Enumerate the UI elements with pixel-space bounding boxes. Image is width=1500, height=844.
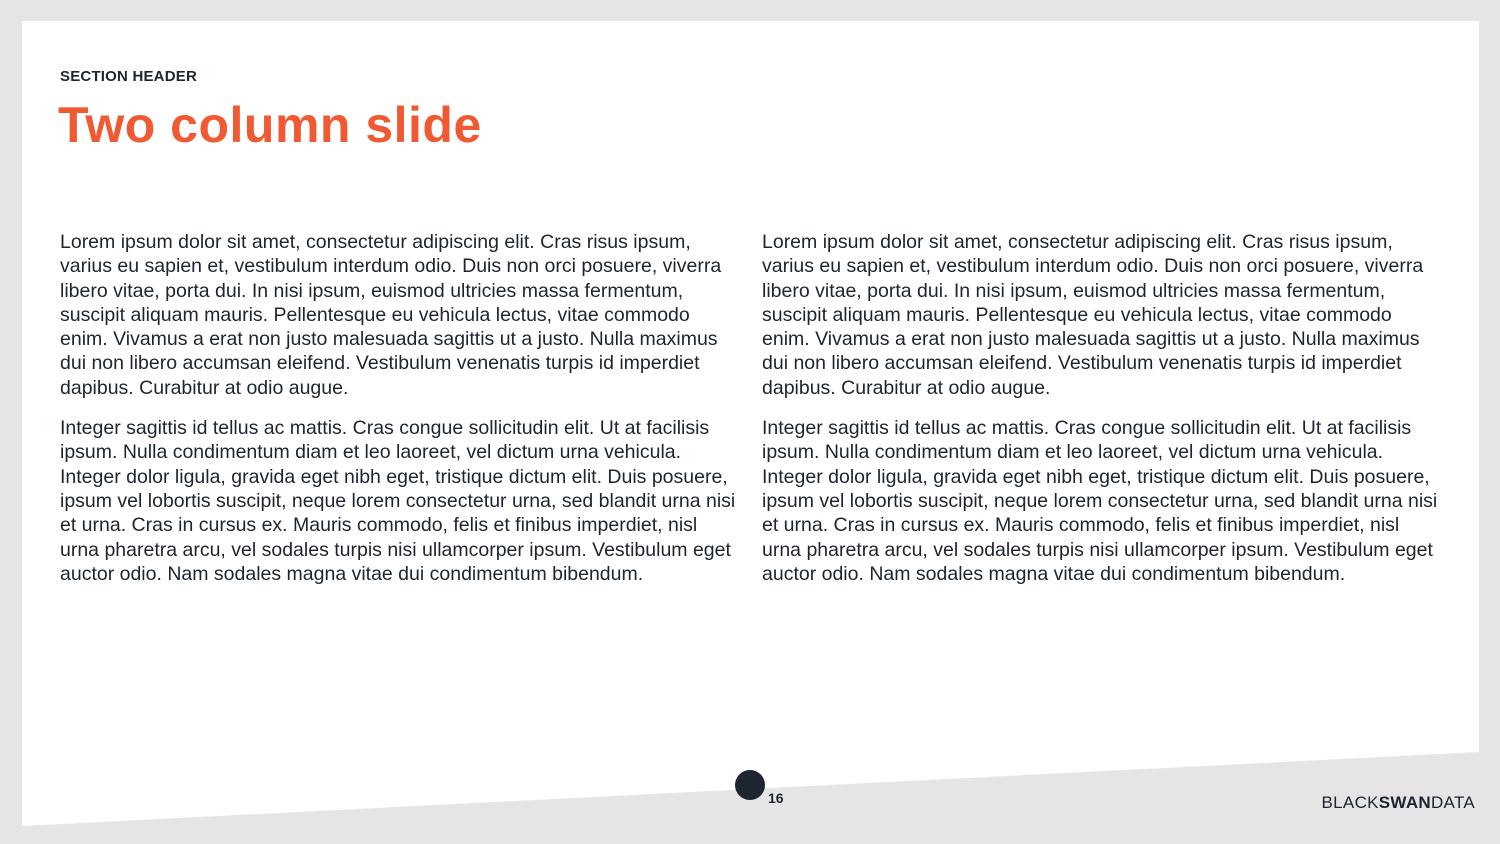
brand-part-data: DATA <box>1430 793 1475 812</box>
brand-part-swan: SWAN <box>1378 793 1431 812</box>
section-header: SECTION HEADER <box>60 68 197 85</box>
right-paragraph-2: Integer sagittis id tellus ac mattis. Cras congue sollicitudin elit. Ut at facilisis ipsum. Nulla condimentum diam et leo laoreet, vel dictum urna vehicula. Integer dolor ligula, gravida eget nibh eget, tristique dictum elit. Duis posuere, ipsum vel lobortis suscipit, neque lorem consectetur urna, sed blandit urna nisi et urna. Cras in cursus ex. Mauris commodo, felis et finibus imperdiet, nisl urna pharetra arcu, vel sodales turpis nisi ullamcorper ipsum. Vestibulum eget auctor odio. Nam sodales magna vitae dui condimentum bibendum. <box>762 417 1438 585</box>
brand-part-black: BLACK <box>1321 793 1379 812</box>
brand-logo <box>1322 793 1475 813</box>
left-paragraph-2: Integer sagittis id tellus ac mattis. Cras congue sollicitudin elit. Ut at facilisis ipsum. Nulla condimentum diam et leo laoreet, vel dictum urna vehicula. Integer dolor ligula, gravida eget nibh eget, tristique dictum elit. Duis posuere, ipsum vel lobortis suscipit, neque lorem consectetur urna, sed blandit urna nisi et urna. Cras in cursus ex. Mauris commodo, felis et finibus imperdiet, nisl urna pharetra arcu, vel sodales turpis nisi ullamcorper ipsum. Vestibulum eget auctor odio. Nam sodales magna vitae dui condimentum bibendum. <box>60 417 736 585</box>
left-paragraph-1: Lorem ipsum dolor sit amet, consectetur adipiscing elit. Cras risus ipsum, varius eu sapien et, vestibulum interdum odio. Duis non orci posuere, viverra libero vitae, porta dui. In nisi ipsum, euismod ultricies massa fermentum, suscipit aliquam mauris. Pellentesque eu vehicula lectus, vitae commodo enim. Vivamus a erat non justo malesuada sagittis ut a justo. Nulla maximus dui non libero accumsan eleifend. Vestibulum venenatis turpis id imperdiet dapibus. Curabitur at odio augue. <box>60 231 722 399</box>
slide-title: Two column slide <box>58 97 482 153</box>
right-paragraph-1: Lorem ipsum dolor sit amet, consectetur adipiscing elit. Cras risus ipsum, varius eu sapien et, vestibulum interdum odio. Duis non orci posuere, viverra libero vitae, porta dui. In nisi ipsum, euismod ultricies massa fermentum, suscipit aliquam mauris. Pellentesque eu vehicula lectus, vitae commodo enim. Vivamus a erat non justo malesuada sagittis ut a justo. Nulla maximus dui non libero accumsan eleifend. Vestibulum venenatis turpis id imperdiet dapibus. Curabitur at odio augue. <box>762 231 1424 399</box>
right-column <box>762 230 1442 602</box>
page-number: 16 <box>768 790 784 806</box>
left-column <box>60 230 740 602</box>
page-number-dot <box>735 770 765 800</box>
